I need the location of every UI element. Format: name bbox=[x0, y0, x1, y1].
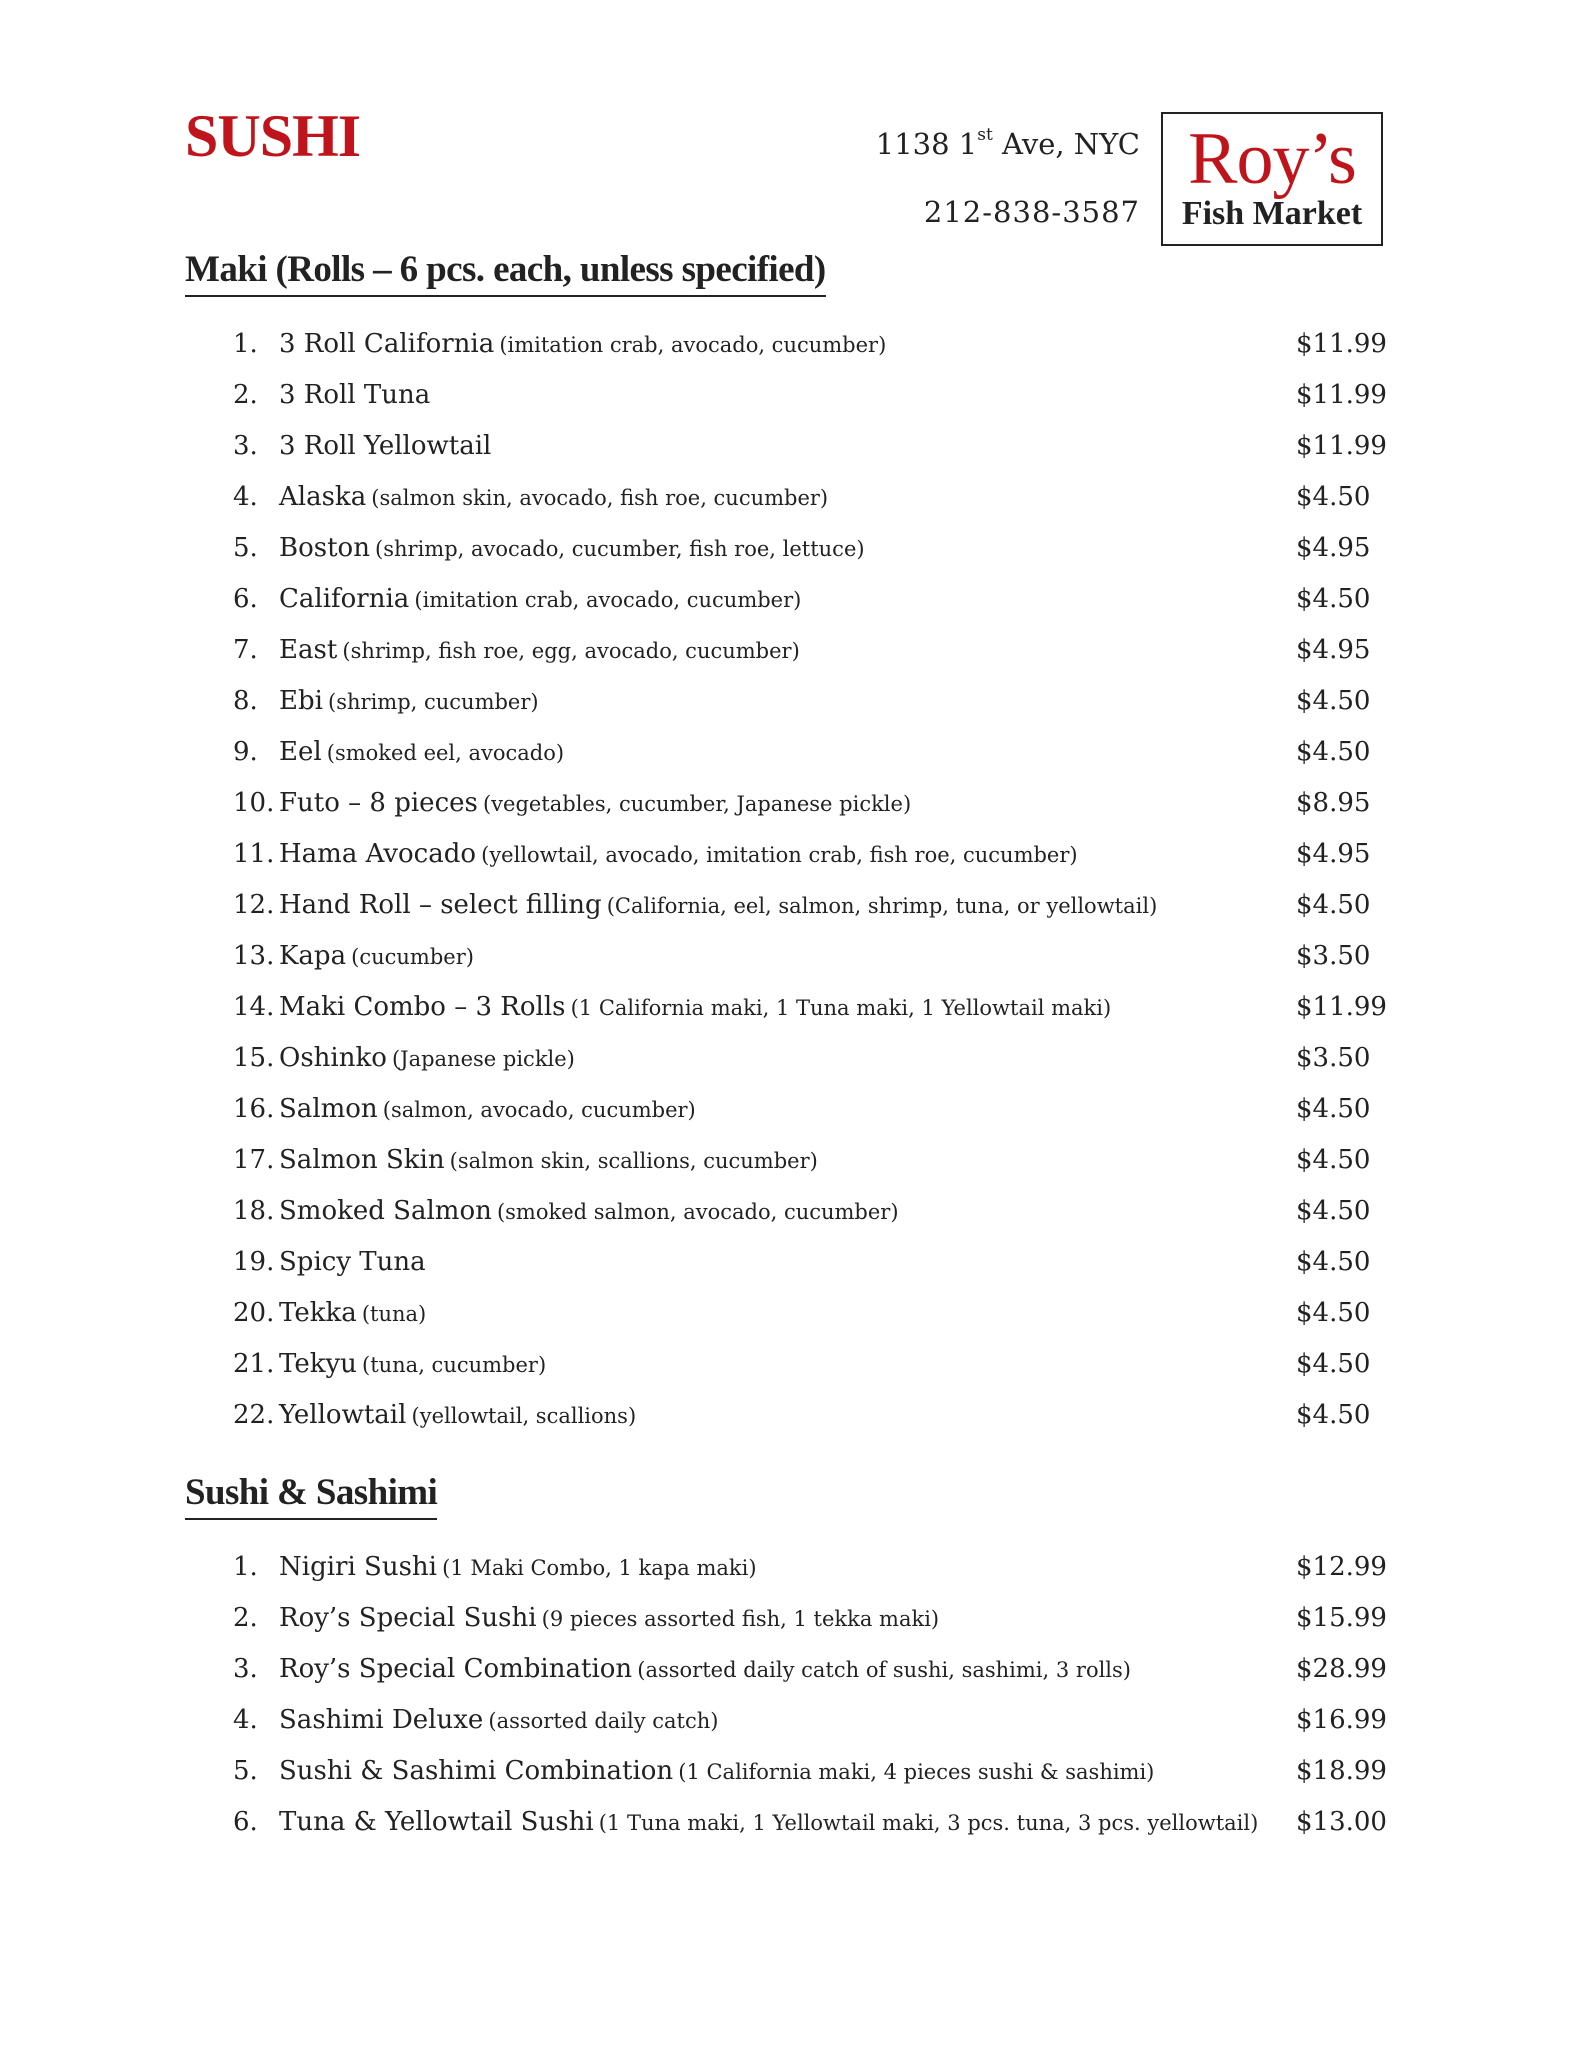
item-text bbox=[279, 931, 474, 984]
sushi-sashimi-menu-list bbox=[185, 1542, 1385, 1848]
item-description: (1 California maki, 4 pieces sushi & sashimi) bbox=[678, 1760, 1155, 1784]
item-description: (salmon, avocado, cucumber) bbox=[382, 1098, 696, 1122]
address-ordinal: st bbox=[977, 125, 993, 145]
item-description: (shrimp, cucumber) bbox=[328, 690, 539, 714]
item-name: Hama Avocado bbox=[279, 839, 477, 869]
item-price: $18.99 bbox=[1296, 1756, 1387, 1786]
item-number: 5. bbox=[233, 533, 258, 563]
item-name: Hand Roll – select filling bbox=[279, 890, 602, 920]
menu-item bbox=[185, 778, 1385, 829]
item-description: (salmon skin, avocado, fish roe, cucumber) bbox=[371, 486, 829, 510]
item-text bbox=[279, 1593, 939, 1646]
item-description: (tuna) bbox=[361, 1302, 427, 1326]
menu-item bbox=[185, 1084, 1385, 1135]
item-number: 22. bbox=[233, 1400, 275, 1430]
item-price: $4.50 bbox=[1296, 482, 1371, 512]
item-description: (vegetables, cucumber, Japanese pickle) bbox=[482, 792, 912, 816]
menu-item bbox=[185, 574, 1385, 625]
item-price: $4.95 bbox=[1296, 635, 1371, 665]
item-name: Kapa bbox=[279, 941, 347, 971]
item-price: $4.50 bbox=[1296, 1145, 1371, 1175]
item-price: $28.99 bbox=[1296, 1654, 1387, 1684]
menu-item bbox=[185, 880, 1385, 931]
item-text bbox=[279, 625, 800, 678]
menu-item bbox=[185, 523, 1385, 574]
item-description: (shrimp, avocado, cucumber, fish roe, lettuce) bbox=[375, 537, 865, 561]
item-price: $11.99 bbox=[1296, 329, 1387, 359]
item-text bbox=[279, 1746, 1154, 1799]
menu-item bbox=[185, 1695, 1385, 1746]
item-price: $4.50 bbox=[1296, 1400, 1371, 1430]
item-price: $4.50 bbox=[1296, 584, 1371, 614]
item-name: Tuna & Yellowtail Sushi bbox=[279, 1807, 594, 1837]
menu-item bbox=[185, 727, 1385, 778]
item-name: Sushi & Sashimi Combination bbox=[279, 1756, 674, 1786]
item-text bbox=[279, 1644, 1131, 1697]
item-name: Ebi bbox=[279, 686, 323, 716]
menu-item bbox=[185, 1746, 1385, 1797]
item-name: Sashimi Deluxe bbox=[279, 1705, 484, 1735]
address-suffix: Ave, NYC bbox=[992, 127, 1140, 161]
menu-item bbox=[185, 1135, 1385, 1186]
item-description: (California, eel, salmon, shrimp, tuna, or yellowtail) bbox=[606, 894, 1158, 918]
item-description: (9 pieces assorted fish, 1 tekka maki) bbox=[541, 1607, 940, 1631]
sushi-sashimi-section bbox=[185, 1470, 1385, 1848]
item-description: (1 Tuna maki, 1 Yellowtail maki, 3 pcs. tuna, 3 pcs. yellowtail) bbox=[598, 1811, 1259, 1835]
address bbox=[875, 125, 1140, 161]
item-text bbox=[279, 982, 1111, 1035]
item-text bbox=[279, 370, 430, 423]
menu-item bbox=[185, 982, 1385, 1033]
item-text bbox=[279, 1186, 899, 1239]
item-price: $13.00 bbox=[1296, 1807, 1387, 1837]
item-name: Oshinko bbox=[279, 1043, 387, 1073]
item-price: $3.50 bbox=[1296, 1043, 1371, 1073]
item-text bbox=[279, 574, 801, 627]
item-number: 17. bbox=[233, 1145, 275, 1175]
item-number: 11. bbox=[233, 839, 275, 869]
item-number: 19. bbox=[233, 1247, 275, 1277]
item-price: $12.99 bbox=[1296, 1552, 1387, 1582]
item-name: Roy’s Special Combination bbox=[279, 1654, 633, 1684]
item-number: 8. bbox=[233, 686, 258, 716]
item-text bbox=[279, 778, 911, 831]
restaurant-logo bbox=[1161, 112, 1383, 246]
item-price: $4.50 bbox=[1296, 1349, 1371, 1379]
item-price: $11.99 bbox=[1296, 380, 1387, 410]
item-name: Nigiri Sushi bbox=[279, 1552, 437, 1582]
item-text bbox=[279, 421, 491, 474]
menu-item bbox=[185, 1237, 1385, 1288]
item-number: 5. bbox=[233, 1756, 258, 1786]
item-price: $4.50 bbox=[1296, 686, 1371, 716]
menu-item bbox=[185, 1390, 1385, 1441]
item-name: Tekka bbox=[279, 1298, 357, 1328]
item-price: $11.99 bbox=[1296, 992, 1387, 1022]
maki-menu-list bbox=[185, 319, 1385, 1441]
item-name: East bbox=[279, 635, 338, 665]
item-text bbox=[279, 727, 564, 780]
item-description: (shrimp, fish roe, egg, avocado, cucumber) bbox=[342, 639, 800, 663]
menu-item bbox=[185, 676, 1385, 727]
menu-item bbox=[185, 829, 1385, 880]
item-number: 4. bbox=[233, 482, 258, 512]
item-price: $8.95 bbox=[1296, 788, 1371, 818]
item-name: 3 Roll California bbox=[279, 329, 495, 359]
item-text bbox=[279, 1288, 426, 1341]
logo-name: Roy’s bbox=[1188, 118, 1356, 200]
menu-item bbox=[185, 931, 1385, 982]
item-price: $4.50 bbox=[1296, 1298, 1371, 1328]
item-number: 3. bbox=[233, 431, 258, 461]
item-number: 2. bbox=[233, 380, 258, 410]
item-price: $4.50 bbox=[1296, 1247, 1371, 1277]
item-description: (tuna, cucumber) bbox=[362, 1353, 547, 1377]
item-name: Alaska bbox=[279, 482, 367, 512]
menu-item bbox=[185, 1339, 1385, 1390]
item-name: Spicy Tuna bbox=[279, 1247, 426, 1277]
item-description: (yellowtail, avocado, imitation crab, fish roe, cucumber) bbox=[481, 843, 1078, 867]
item-price: $4.50 bbox=[1296, 1094, 1371, 1124]
item-price: $4.50 bbox=[1296, 1196, 1371, 1226]
section-heading: Maki (Rolls – 6 pcs. each, unless specified) bbox=[185, 247, 826, 297]
item-text bbox=[279, 1797, 1258, 1850]
menu-item bbox=[185, 1186, 1385, 1237]
item-name: Yellowtail bbox=[279, 1400, 407, 1430]
item-number: 9. bbox=[233, 737, 258, 767]
item-name: Maki Combo – 3 Rolls bbox=[279, 992, 566, 1022]
item-number: 15. bbox=[233, 1043, 275, 1073]
item-text bbox=[279, 1390, 636, 1443]
item-price: $15.99 bbox=[1296, 1603, 1387, 1633]
item-price: $3.50 bbox=[1296, 941, 1371, 971]
item-name: Smoked Salmon bbox=[279, 1196, 492, 1226]
item-description: (Japanese pickle) bbox=[391, 1047, 575, 1071]
item-price: $4.95 bbox=[1296, 839, 1371, 869]
item-description: (imitation crab, avocado, cucumber) bbox=[414, 588, 802, 612]
item-text bbox=[279, 1084, 696, 1137]
item-price: $4.95 bbox=[1296, 533, 1371, 563]
menu-item bbox=[185, 625, 1385, 676]
page-title: SUSHI bbox=[185, 103, 361, 169]
menu-item bbox=[185, 370, 1385, 421]
menu-item bbox=[185, 1542, 1385, 1593]
item-description: (1 California maki, 1 Tuna maki, 1 Yellowtail maki) bbox=[570, 996, 1112, 1020]
item-text bbox=[279, 1695, 718, 1748]
item-text bbox=[279, 829, 1078, 882]
item-name: Tekyu bbox=[279, 1349, 357, 1379]
item-description: (salmon skin, scallions, cucumber) bbox=[449, 1149, 818, 1173]
item-description: (yellowtail, scallions) bbox=[411, 1404, 637, 1428]
item-description: (smoked salmon, avocado, cucumber) bbox=[496, 1200, 899, 1224]
item-text bbox=[279, 319, 886, 372]
item-text bbox=[279, 1339, 546, 1392]
item-text bbox=[279, 523, 865, 576]
menu-item bbox=[185, 1797, 1385, 1848]
item-price: $4.50 bbox=[1296, 890, 1371, 920]
item-number: 16. bbox=[233, 1094, 275, 1124]
item-text bbox=[279, 1033, 575, 1086]
item-number: 2. bbox=[233, 1603, 258, 1633]
item-price: $11.99 bbox=[1296, 431, 1387, 461]
item-name: 3 Roll Tuna bbox=[279, 380, 431, 410]
item-number: 12. bbox=[233, 890, 275, 920]
item-text bbox=[279, 1135, 818, 1188]
item-text bbox=[279, 880, 1157, 933]
item-number: 20. bbox=[233, 1298, 275, 1328]
item-text bbox=[279, 1237, 426, 1290]
maki-section bbox=[185, 247, 1385, 1441]
item-number: 7. bbox=[233, 635, 258, 665]
menu-item bbox=[185, 1644, 1385, 1695]
item-name: Eel bbox=[279, 737, 322, 767]
menu-item bbox=[185, 1033, 1385, 1084]
item-name: California bbox=[279, 584, 410, 614]
item-text bbox=[279, 472, 828, 525]
item-name: 3 Roll Yellowtail bbox=[279, 431, 492, 461]
item-number: 3. bbox=[233, 1654, 258, 1684]
address-prefix: 1138 1 bbox=[875, 127, 978, 161]
item-name: Salmon Skin bbox=[279, 1145, 445, 1175]
item-text bbox=[279, 1542, 757, 1595]
item-number: 6. bbox=[233, 1807, 258, 1837]
item-name: Futo – 8 pieces bbox=[279, 788, 478, 818]
logo-subtitle: Fish Market bbox=[1181, 195, 1363, 232]
phone-number: 212-838-3587 bbox=[923, 195, 1140, 229]
item-price: $16.99 bbox=[1296, 1705, 1387, 1735]
item-description: (imitation crab, avocado, cucumber) bbox=[499, 333, 887, 357]
item-number: 6. bbox=[233, 584, 258, 614]
menu-item bbox=[185, 319, 1385, 370]
item-description: (assorted daily catch) bbox=[488, 1709, 719, 1733]
item-name: Roy’s Special Sushi bbox=[279, 1603, 537, 1633]
menu-item bbox=[185, 1288, 1385, 1339]
item-name: Salmon bbox=[279, 1094, 378, 1124]
menu-item bbox=[185, 1593, 1385, 1644]
section-heading: Sushi & Sashimi bbox=[185, 1470, 437, 1520]
item-number: 21. bbox=[233, 1349, 275, 1379]
menu-item bbox=[185, 472, 1385, 523]
item-number: 13. bbox=[233, 941, 275, 971]
item-text bbox=[279, 676, 539, 729]
item-number: 10. bbox=[233, 788, 275, 818]
item-number: 1. bbox=[233, 1552, 258, 1582]
item-description: (1 Maki Combo, 1 kapa maki) bbox=[442, 1556, 757, 1580]
item-number: 18. bbox=[233, 1196, 275, 1226]
item-description: (smoked eel, avocado) bbox=[326, 741, 565, 765]
item-name: Boston bbox=[279, 533, 370, 563]
item-price: $4.50 bbox=[1296, 737, 1371, 767]
item-number: 1. bbox=[233, 329, 258, 359]
item-description: (assorted daily catch of sushi, sashimi, 3 rolls) bbox=[637, 1658, 1131, 1682]
item-number: 4. bbox=[233, 1705, 258, 1735]
item-description: (cucumber) bbox=[351, 945, 474, 969]
item-number: 14. bbox=[233, 992, 275, 1022]
menu-item bbox=[185, 421, 1385, 472]
